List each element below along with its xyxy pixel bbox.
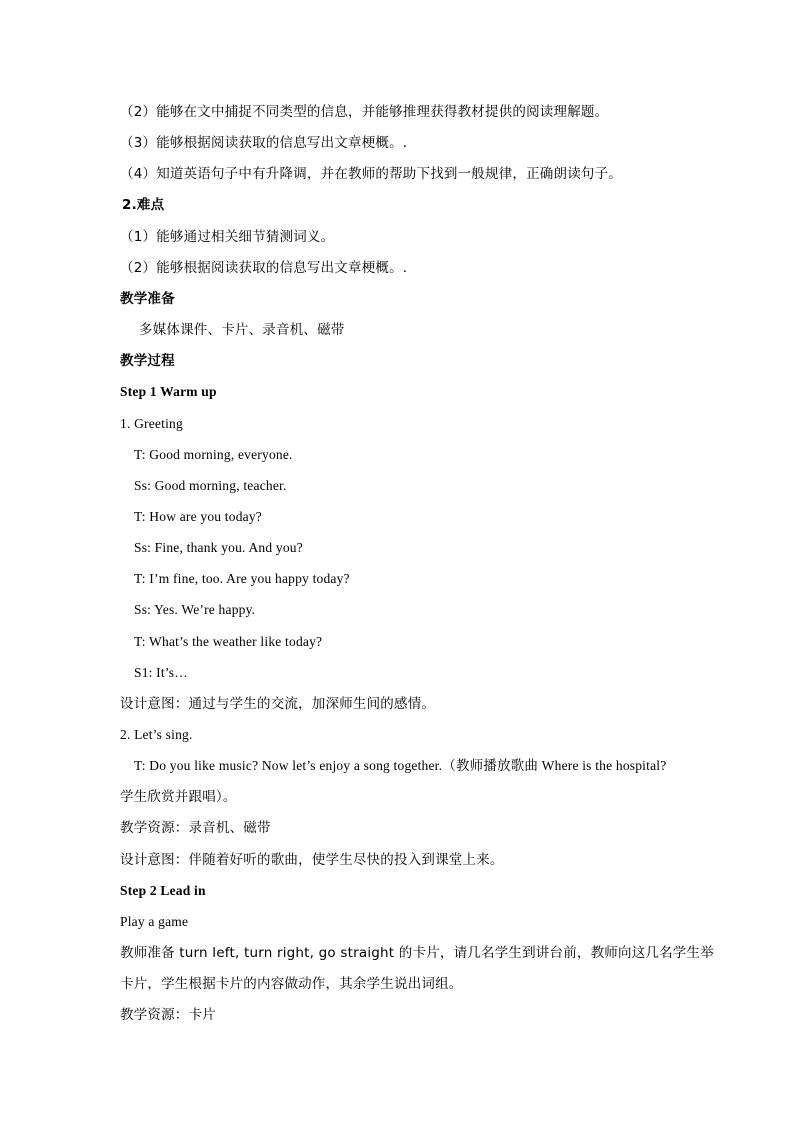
dialogue-line: T: How are you today? [134,509,262,524]
preparation-heading: 教学准备 [120,291,175,307]
step2-heading: Step 2 Lead in [120,883,206,898]
sing-line-2: 学生欣赏并跟唱）。 [120,789,237,805]
greeting-title: 1. Greeting [120,416,183,431]
teaching-resource-1: 教学资源：录音机、磁带 [120,820,271,836]
process-heading: 教学过程 [120,353,175,369]
game-title: Play a game [120,914,189,929]
objective-3: （3）能够根据阅读获取的信息写出文章梗概。. [120,135,408,151]
sing-line-1: T: Do you like music? Now let’s enjoy a song together.（教师播放歌曲 Where is the hospital? [134,758,667,773]
sing-title: 2. Let’s sing. [120,727,193,742]
dialogue-line: T: I’m fine, too. Are you happy today? [134,571,350,586]
dialogue-line: Ss: Yes. We’re happy. [134,602,256,617]
step1-heading: Step 1 Warm up [120,384,217,399]
dialogue-line: T: What’s the weather like today? [134,634,323,649]
game-line-1: 教师准备 turn left, turn right, go straight 的卡片，请几名学生到讲台前，教师向这几名学生举 [120,945,714,961]
objective-2: （2）能够在文中捕捉不同类型的信息，并能够推理获得教材提供的阅读理解题。 [120,104,609,120]
objective-4: （4）知道英语句子中有升降调，并在教师的帮助下找到一般规律，正确朗读句子。 [120,166,622,182]
difficulty-heading: 2.难点 [122,197,165,213]
dialogue-line: Ss: Good morning, teacher. [134,478,287,493]
difficulty-1: （1）能够通过相关细节猜测词义。 [120,229,335,245]
dialogue-line: S1: It’s… [134,665,188,680]
design-intent-1: 设计意图：通过与学生的交流，加深师生间的感情。 [120,696,436,712]
dialogue-line: Ss: Fine, thank you. And you? [134,540,303,555]
dialogue-line: T: Good morning, everyone. [134,447,293,462]
design-intent-2: 设计意图：伴随着好听的歌曲，使学生尽快的投入到课堂上来。 [120,852,504,868]
teaching-resource-2: 教学资源：卡片 [120,1007,216,1023]
game-line-2: 卡片，学生根据卡片的内容做动作，其余学生说出词组。 [120,976,463,992]
difficulty-2: （2）能够根据阅读获取的信息写出文章梗概。. [120,260,408,276]
preparation-items: 多媒体课件、卡片、录音机、磁带 [139,322,345,338]
